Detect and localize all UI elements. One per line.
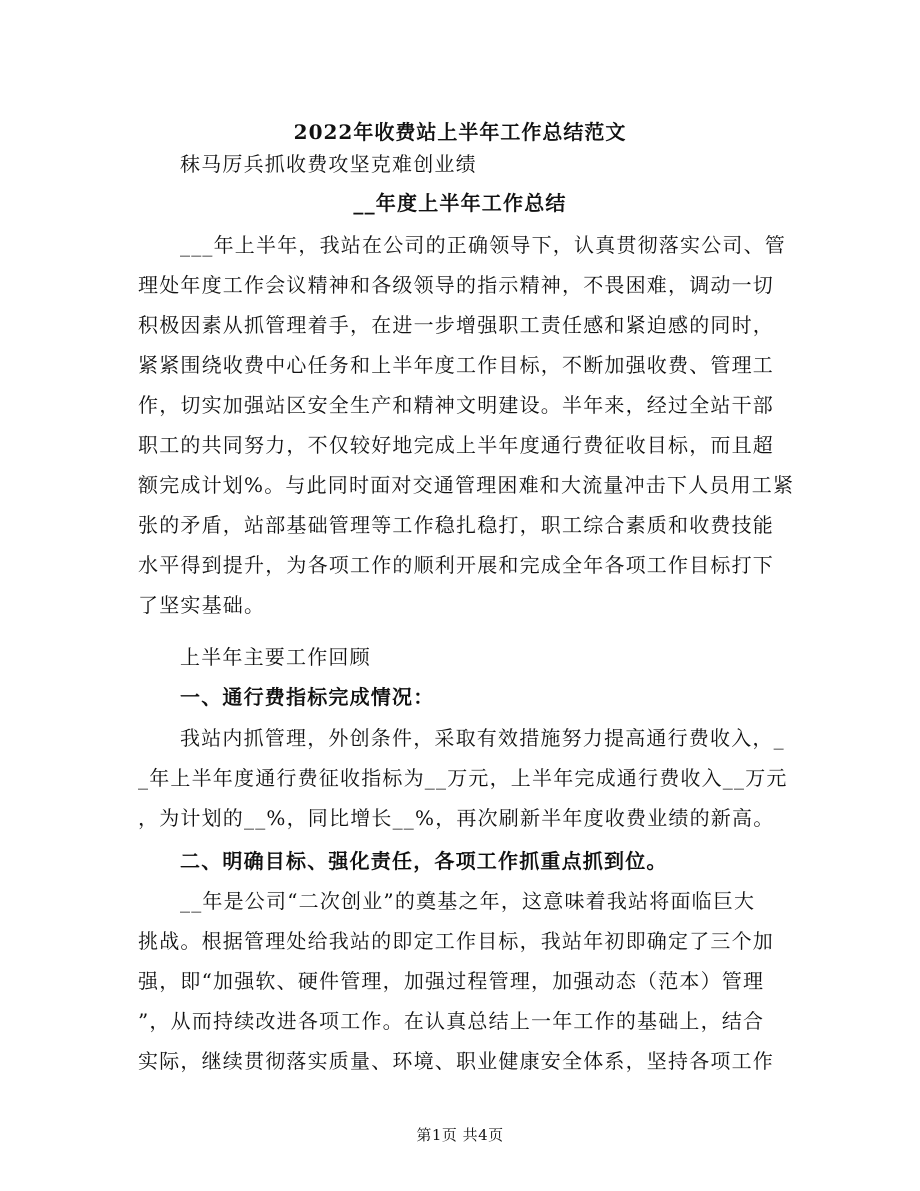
page-footer: 第1页 共4页 <box>416 1126 504 1144</box>
paragraph-line: 理处年度工作会议精神和各级领导的指示精神，不畏困难，调动一切 <box>138 273 774 297</box>
paragraph-line: 积极因素从抓管理着手，在进一步增强职工责任感和紧迫感的同时， <box>138 313 774 337</box>
document-subtitle: 秣马厉兵抓收费攻坚克难创业绩 <box>180 152 477 176</box>
paragraph-line: 紧紧围绕收费中心任务和上半年度工作目标，不断加强收费、管理工 <box>138 353 774 377</box>
section2-heading: 二、明确目标、强化责任，各项工作抓重点抓到位。 <box>180 849 668 873</box>
paragraph-line: ，为计划的__%，同比增长__%，再次刷新半年度收费业绩的新高。 <box>138 806 775 830</box>
paragraph-line: 强，即“加强软、硬件管理，加强过程管理，加强动态（范本）管理 <box>138 969 765 993</box>
paragraph-line: ”，从而持续改进各项工作。在认真总结上一年工作的基础上，结合 <box>138 1009 765 1033</box>
review-heading: 上半年主要工作回顾 <box>180 645 371 669</box>
paragraph-line: 职工的共同努力，不仅较好地完成上半年度通行费征收目标，而且超 <box>138 433 774 457</box>
paragraph-line: 了坚实基础。 <box>138 593 266 617</box>
paragraph-line: 张的矛盾，站部基础管理等工作稳扎稳打，职工综合素质和收费技能 <box>138 513 774 537</box>
section-heading: __年度上半年工作总结 <box>353 191 567 215</box>
paragraph-line: 挑战。根据管理处给我站的即定工作目标，我站年初即确定了三个加 <box>138 929 774 953</box>
paragraph-line: 水平得到提升，为各项工作的顺利开展和完成全年各项工作目标打下 <box>138 553 774 577</box>
paragraph-line: 作，切实加强站区安全生产和精神文明建设。半年来，经过全站干部 <box>138 393 774 417</box>
paragraph-line: 实际，继续贯彻落实质量、环境、职业健康安全体系，坚持各项工作 <box>138 1049 774 1073</box>
paragraph-line: 我站内抓管理，外创条件，采取有效措施努力提高通行费收入，_ <box>180 726 785 750</box>
paragraph-line: 额完成计划%。与此同时面对交通管理困难和大流量冲击下人员用工紧 <box>138 473 795 497</box>
paragraph-line: ___年上半年，我站在公司的正确领导下，认真贯彻落实公司、管 <box>180 233 786 257</box>
paragraph-line: __年是公司“二次创业”的奠基之年，这意味着我站将面临巨大 <box>180 889 756 913</box>
document-title: 2022年收费站上半年工作总结范文 <box>293 120 627 144</box>
section1-heading: 一、通行费指标完成情况： <box>180 685 435 709</box>
paragraph-line: _年上半年度通行费征收指标为__万元，上半年完成通行费收入__万元 <box>138 766 788 790</box>
